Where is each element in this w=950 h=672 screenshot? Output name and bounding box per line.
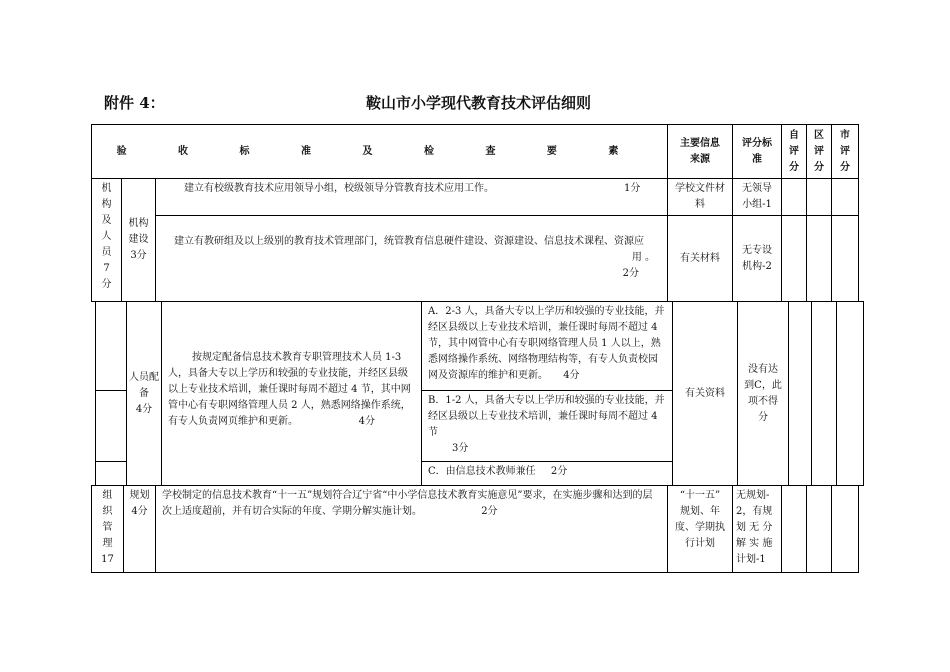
planning-standard: 无规划- 2，有规 划 无 分 解 实 施 计划-1 bbox=[732, 485, 782, 573]
org-row2-standard: 无专设 机构-2 bbox=[732, 215, 782, 302]
org-row1-self-score bbox=[781, 178, 807, 216]
planning-city-score bbox=[831, 485, 859, 573]
org-row1-source: 学校文件材 料 bbox=[667, 178, 733, 216]
city-score-column-header: 市 评 分 bbox=[831, 124, 859, 179]
personnel-source: 有关资料 bbox=[672, 301, 738, 486]
personnel-left-cell-3 bbox=[95, 461, 127, 486]
criteria-column-header: 验 收 标 准 及 检 查 要 素 bbox=[91, 124, 668, 179]
personnel-standard: 没有达 到C，此 项不得 分 bbox=[737, 301, 789, 486]
org-row2-source: 有关材料 bbox=[667, 215, 733, 302]
org-row2-criteria: 建立有教研组及以上级别的教育技术管理部门，统管教育信息硬件建设、资源建设、信息技术课程、资源应 用 。 2分 bbox=[155, 215, 668, 302]
source-column-header: 主要信息 来源 bbox=[667, 124, 733, 179]
org-row2-points: 2分 bbox=[622, 268, 639, 279]
option-c-points: 2分 bbox=[550, 466, 568, 477]
org-row1-city-score bbox=[831, 178, 859, 216]
org-row1-standard: 无领导 小组-1 bbox=[732, 178, 782, 216]
personnel-points: 4分 bbox=[358, 416, 375, 427]
org-row1-points: 1分 bbox=[624, 183, 641, 194]
personnel-label: 人员配 备 4分 bbox=[126, 301, 162, 486]
personnel-left-cell-1 bbox=[95, 301, 127, 391]
document-title: 鞍山市小学现代教育技术评估细则 bbox=[366, 94, 592, 112]
personnel-option-b: B．1-2 人，具备大专以上学历和较强的专业技能，并经区县级以上专业技术培训，兼任课时每周不超过 4 节 3分 bbox=[421, 390, 673, 462]
option-a-points: 4分 bbox=[563, 370, 580, 381]
personnel-self-score bbox=[788, 301, 812, 486]
planning-district-score bbox=[806, 485, 832, 573]
org-row2-district-score bbox=[806, 215, 832, 302]
section-organization-management-label: 组 织 管 理 17 bbox=[91, 485, 124, 573]
personnel-criteria: 按规定配备信息技术教育专职管理技术人员 1-3 人，具备大专以上学历和较强的专业技能，并经区县级以上专业技术培训，兼任课时每周不超过 4 节，其中网管中心有专职网络管理人员 2 人，熟悉网络操作系统，有专人负责网页维护和更新。 4分 bbox=[161, 301, 422, 486]
org-building-label: 机构 建设 3分 bbox=[121, 178, 156, 302]
org-row1-district-score bbox=[806, 178, 832, 216]
option-b-points: 3分 bbox=[452, 443, 469, 454]
planning-self-score bbox=[781, 485, 807, 573]
district-score-column-header: 区 评 分 bbox=[806, 124, 832, 179]
planning-points: 2分 bbox=[481, 506, 498, 517]
personnel-left-cell-2 bbox=[95, 390, 127, 462]
section-org-personnel-label: 机 构 及 人 员 7 分 bbox=[91, 178, 122, 302]
planning-criteria: 学校制定的信息技术教育“十一五”规划符合辽宁省“中小学信息技术教育实施意见”要求，在实施步骤和达到的层次上适度超前，并有切合实际的年度、学期分解实施计划。 2分 bbox=[155, 485, 668, 573]
planning-label: 规划 4分 bbox=[123, 485, 156, 573]
org-row1-criteria: 建立有校级教育技术应用领导小组，校级领导分管教育技术应用工作。 1分 bbox=[155, 178, 668, 216]
org-row2-self-score bbox=[781, 215, 807, 302]
personnel-district-score bbox=[811, 301, 837, 486]
org-row2-city-score bbox=[831, 215, 859, 302]
personnel-option-c: C．由信息技术教师兼任 2分 bbox=[421, 461, 673, 486]
personnel-option-a: A．2-3 人，具备大专以上学历和较强的专业技能，并经区县级以上专业技术培训，兼任课时每周不超过 4 节，其中网管中心有专职网络管理人员 1 人以上，熟悉网络操作系统、网络物理结构等，有专人负责校园网及资源库的维护和更新。 4分 bbox=[421, 301, 673, 391]
self-score-column-header: 自 评 分 bbox=[781, 124, 807, 179]
planning-source: “十一五” 规划、年 度、学期执 行计划 bbox=[667, 485, 733, 573]
attachment-label: 附件 4： bbox=[104, 94, 165, 112]
personnel-city-score bbox=[836, 301, 864, 486]
standard-column-header: 评分标 准 bbox=[732, 124, 782, 179]
